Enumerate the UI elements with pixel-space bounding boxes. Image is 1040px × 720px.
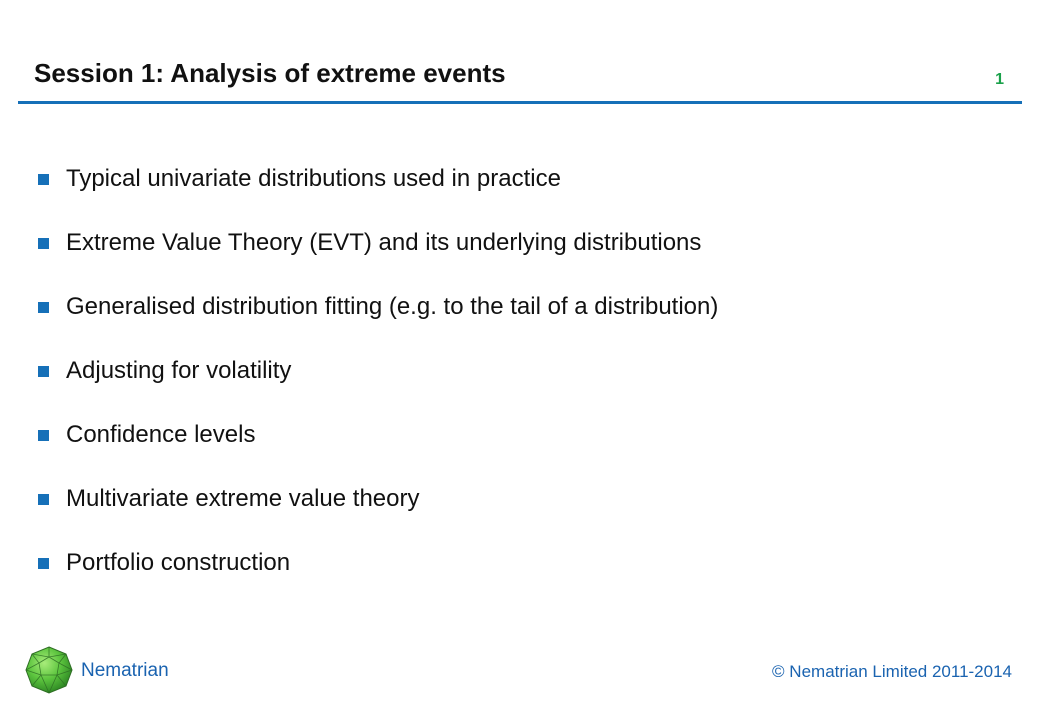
square-bullet-icon	[38, 558, 49, 569]
square-bullet-icon	[38, 302, 49, 313]
bullet-item	[38, 352, 718, 416]
bullet-item	[38, 416, 718, 480]
bullet-text: Confidence levels	[66, 421, 256, 448]
bullet-text: Multivariate extreme value theory	[66, 485, 420, 512]
square-bullet-icon	[38, 238, 49, 249]
square-bullet-icon	[38, 494, 49, 505]
slide-title: Session 1: Analysis of extreme events	[34, 58, 506, 88]
bullet-text: Extreme Value Theory (EVT) and its underlying distributions	[66, 229, 702, 256]
footer-copyright: © Nematrian Limited 2011-2014	[772, 662, 1012, 681]
bullet-text: Adjusting for volatility	[66, 357, 292, 384]
square-bullet-icon	[38, 430, 49, 441]
bullet-text: Portfolio construction	[66, 549, 291, 576]
square-bullet-icon	[38, 366, 49, 377]
slide-number: 1	[995, 71, 1004, 88]
bullet-item	[38, 224, 718, 288]
geodesic-sphere-logo-icon	[24, 645, 74, 695]
bullet-text: Typical univariate distributions used in practice	[66, 165, 561, 192]
bullet-list	[38, 160, 718, 608]
bullet-item	[38, 160, 718, 224]
title-divider	[18, 101, 1022, 104]
bullet-item	[38, 544, 718, 608]
bullet-text: Generalised distribution fitting (e.g. to the tail of a distribution)	[66, 293, 719, 320]
bullet-item	[38, 288, 718, 352]
footer-brand: Nematrian	[81, 660, 169, 681]
square-bullet-icon	[38, 174, 49, 185]
bullet-item	[38, 480, 718, 544]
